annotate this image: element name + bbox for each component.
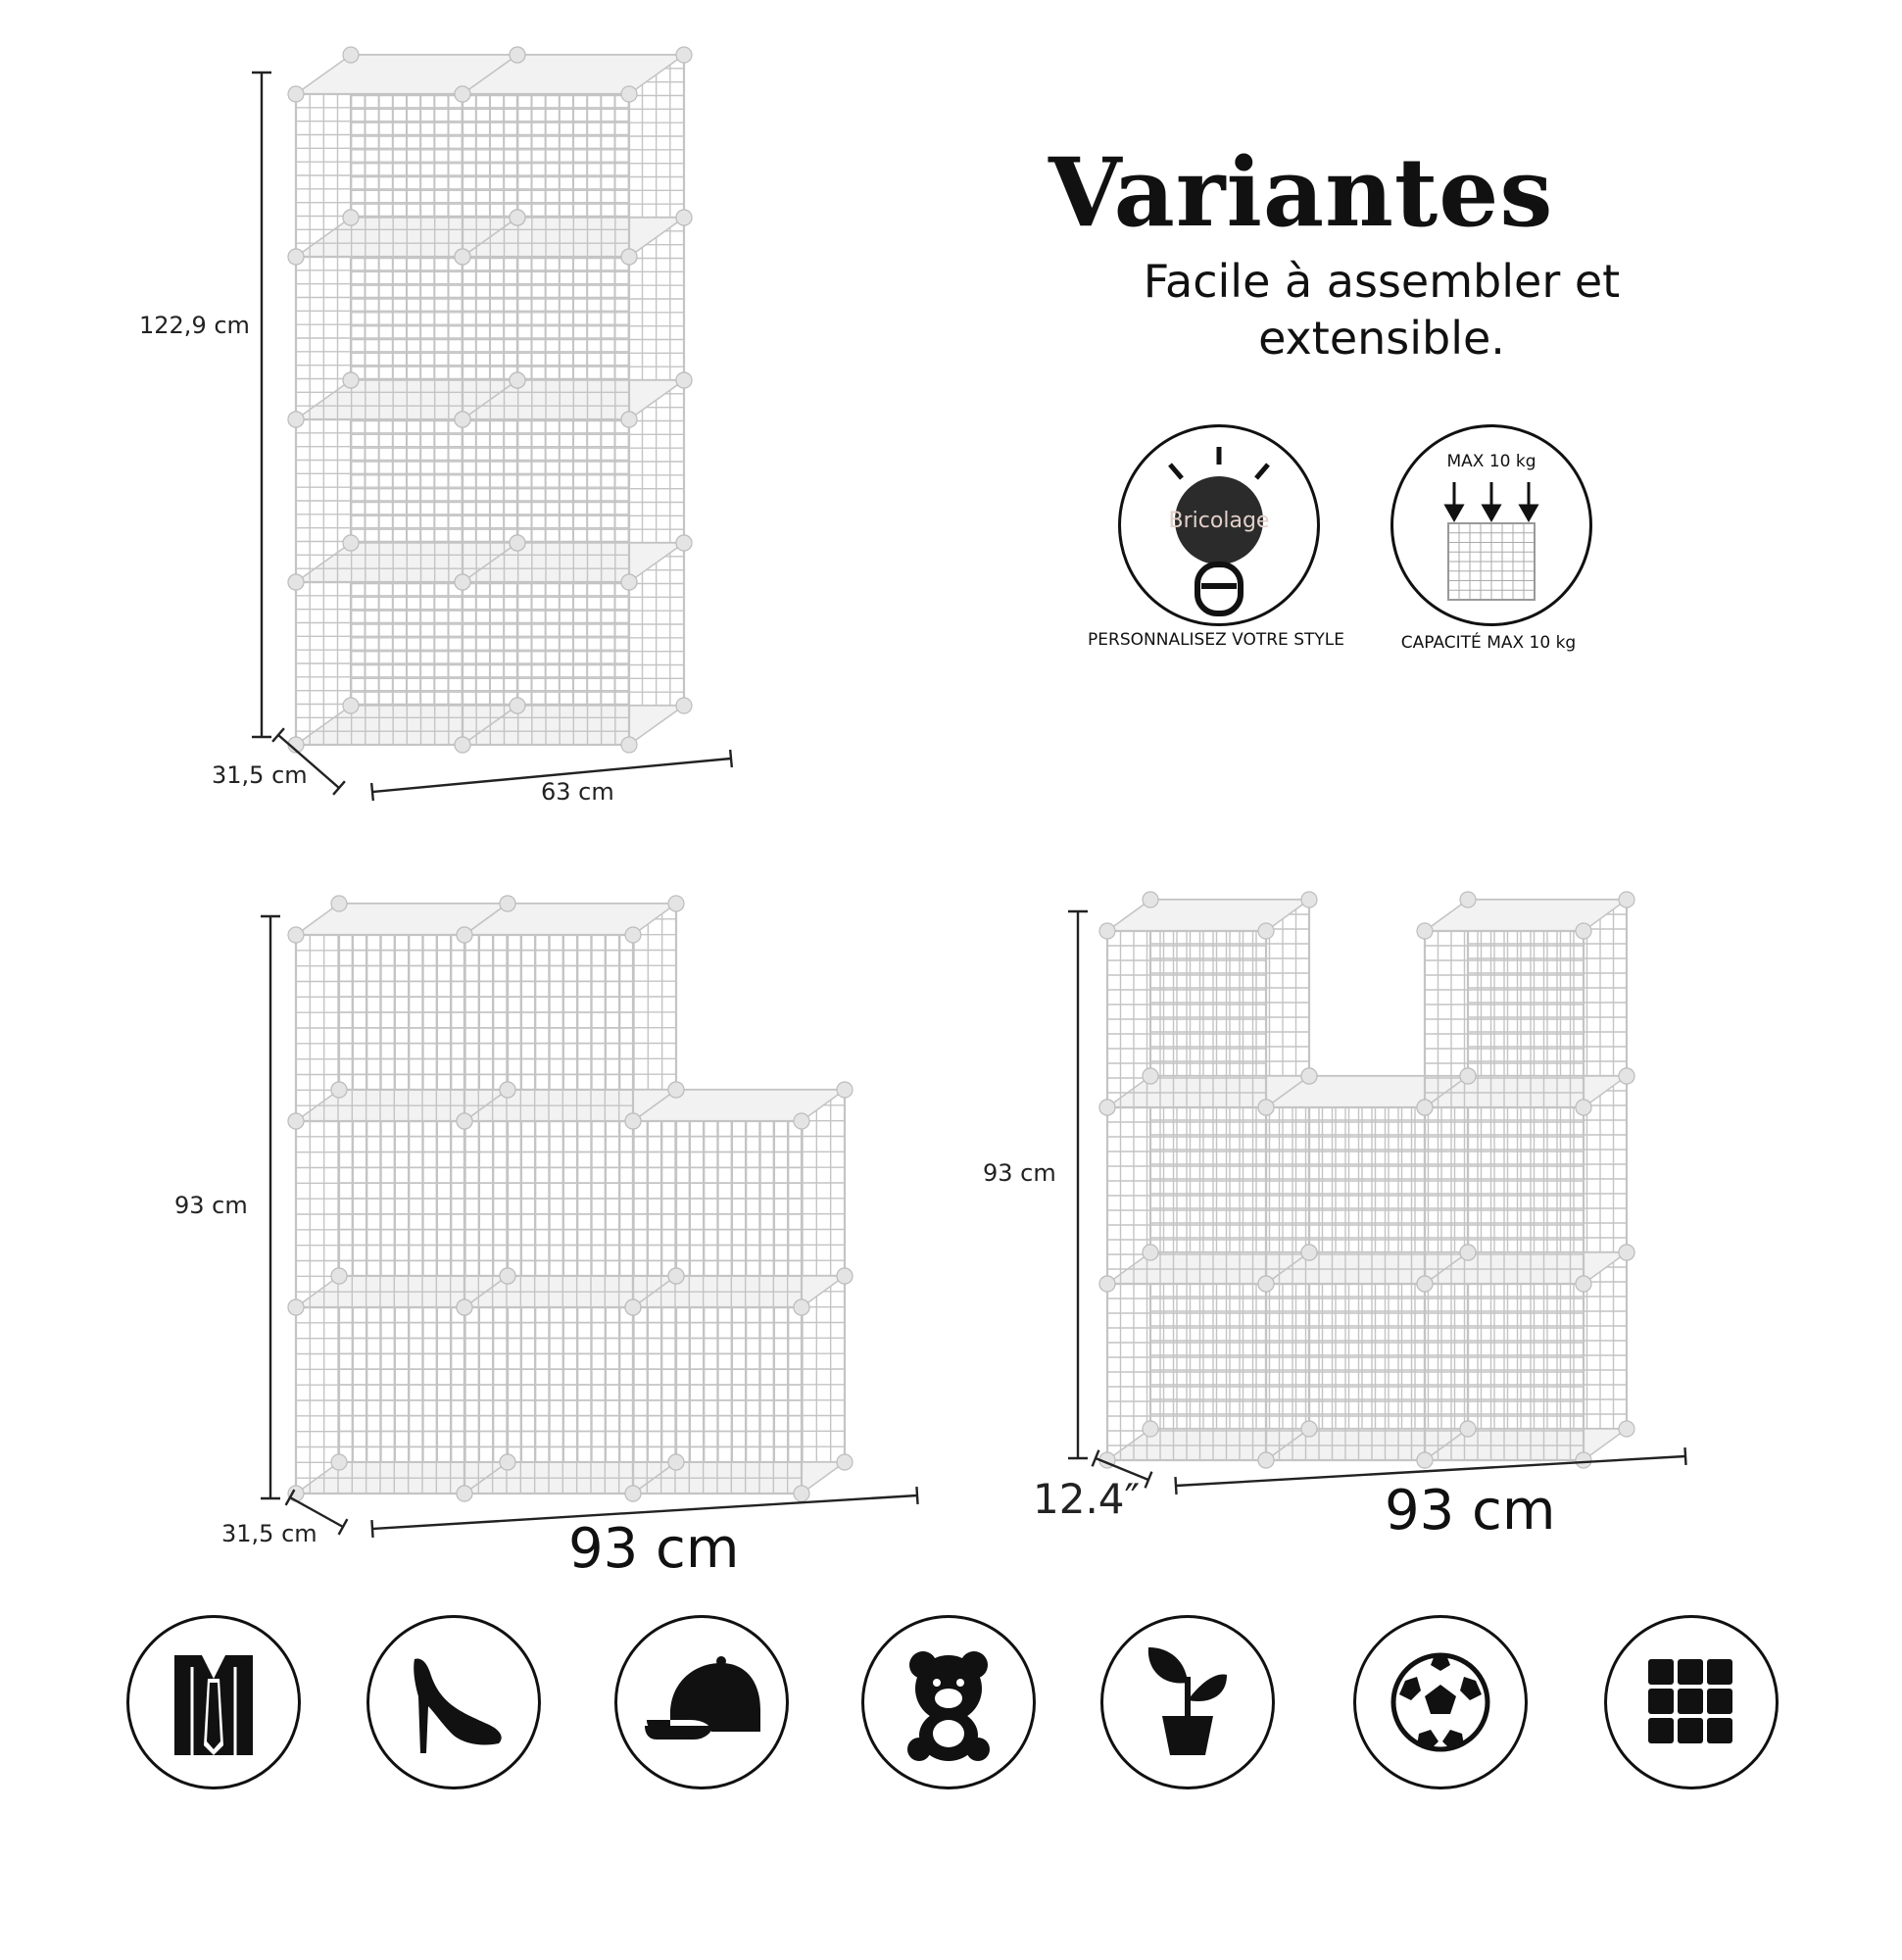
tall-depth-label: 31,5 cm xyxy=(212,761,308,789)
diy-icon-label: Bricolage xyxy=(1168,509,1270,533)
use-organize xyxy=(1604,1615,1779,1789)
ushape-height-line xyxy=(1068,911,1088,1458)
page-title: Variantes xyxy=(1049,137,1554,248)
use-cap xyxy=(614,1615,789,1789)
high-heel-icon xyxy=(369,1618,538,1787)
soccer-ball-icon xyxy=(1356,1618,1525,1787)
tall-width-label: 63 cm xyxy=(541,778,614,806)
diy-badge xyxy=(1118,424,1320,626)
capacity-badge xyxy=(1390,424,1592,626)
capacity-caption: CAPACITÉ MAX 10 kg xyxy=(1400,633,1577,653)
subtitle-line-1: Facile à assembler et xyxy=(1143,255,1621,308)
use-plants xyxy=(1100,1615,1275,1789)
weight-capacity-icon xyxy=(1393,427,1589,623)
grid-icon xyxy=(1607,1618,1776,1787)
tall-shelf-unit xyxy=(288,47,692,753)
stepped-shelf-unit xyxy=(288,896,853,1501)
use-sports xyxy=(1353,1615,1528,1789)
subtitle-line-2: extensible. xyxy=(1258,312,1505,365)
stepped-height-label: 93 cm xyxy=(174,1192,248,1219)
ushape-height-label: 93 cm xyxy=(983,1159,1056,1187)
stepped-width-label: 93 cm xyxy=(568,1517,740,1581)
diy-tool-icon xyxy=(1121,427,1317,623)
tall-height-label: 122,9 cm xyxy=(139,312,250,339)
ushape-depth-label: 12.4″ xyxy=(1033,1475,1141,1523)
use-shoes xyxy=(366,1615,541,1789)
diy-caption: PERSONNALISEZ VOTRE STYLE xyxy=(1088,630,1344,650)
use-shirt xyxy=(126,1615,301,1789)
ushape-width-label: 93 cm xyxy=(1385,1479,1556,1543)
capacity-icon-label: MAX 10 kg xyxy=(1446,452,1536,471)
use-toys xyxy=(861,1615,1036,1789)
plant-icon xyxy=(1103,1618,1272,1787)
ushape-shelf-unit xyxy=(1099,892,1634,1468)
tall-height-line xyxy=(252,73,271,737)
stepped-height-line xyxy=(261,916,280,1498)
teddy-bear-icon xyxy=(864,1618,1033,1787)
shirt-icon xyxy=(129,1618,298,1787)
stepped-depth-label: 31,5 cm xyxy=(221,1520,317,1547)
cap-icon xyxy=(617,1618,786,1787)
